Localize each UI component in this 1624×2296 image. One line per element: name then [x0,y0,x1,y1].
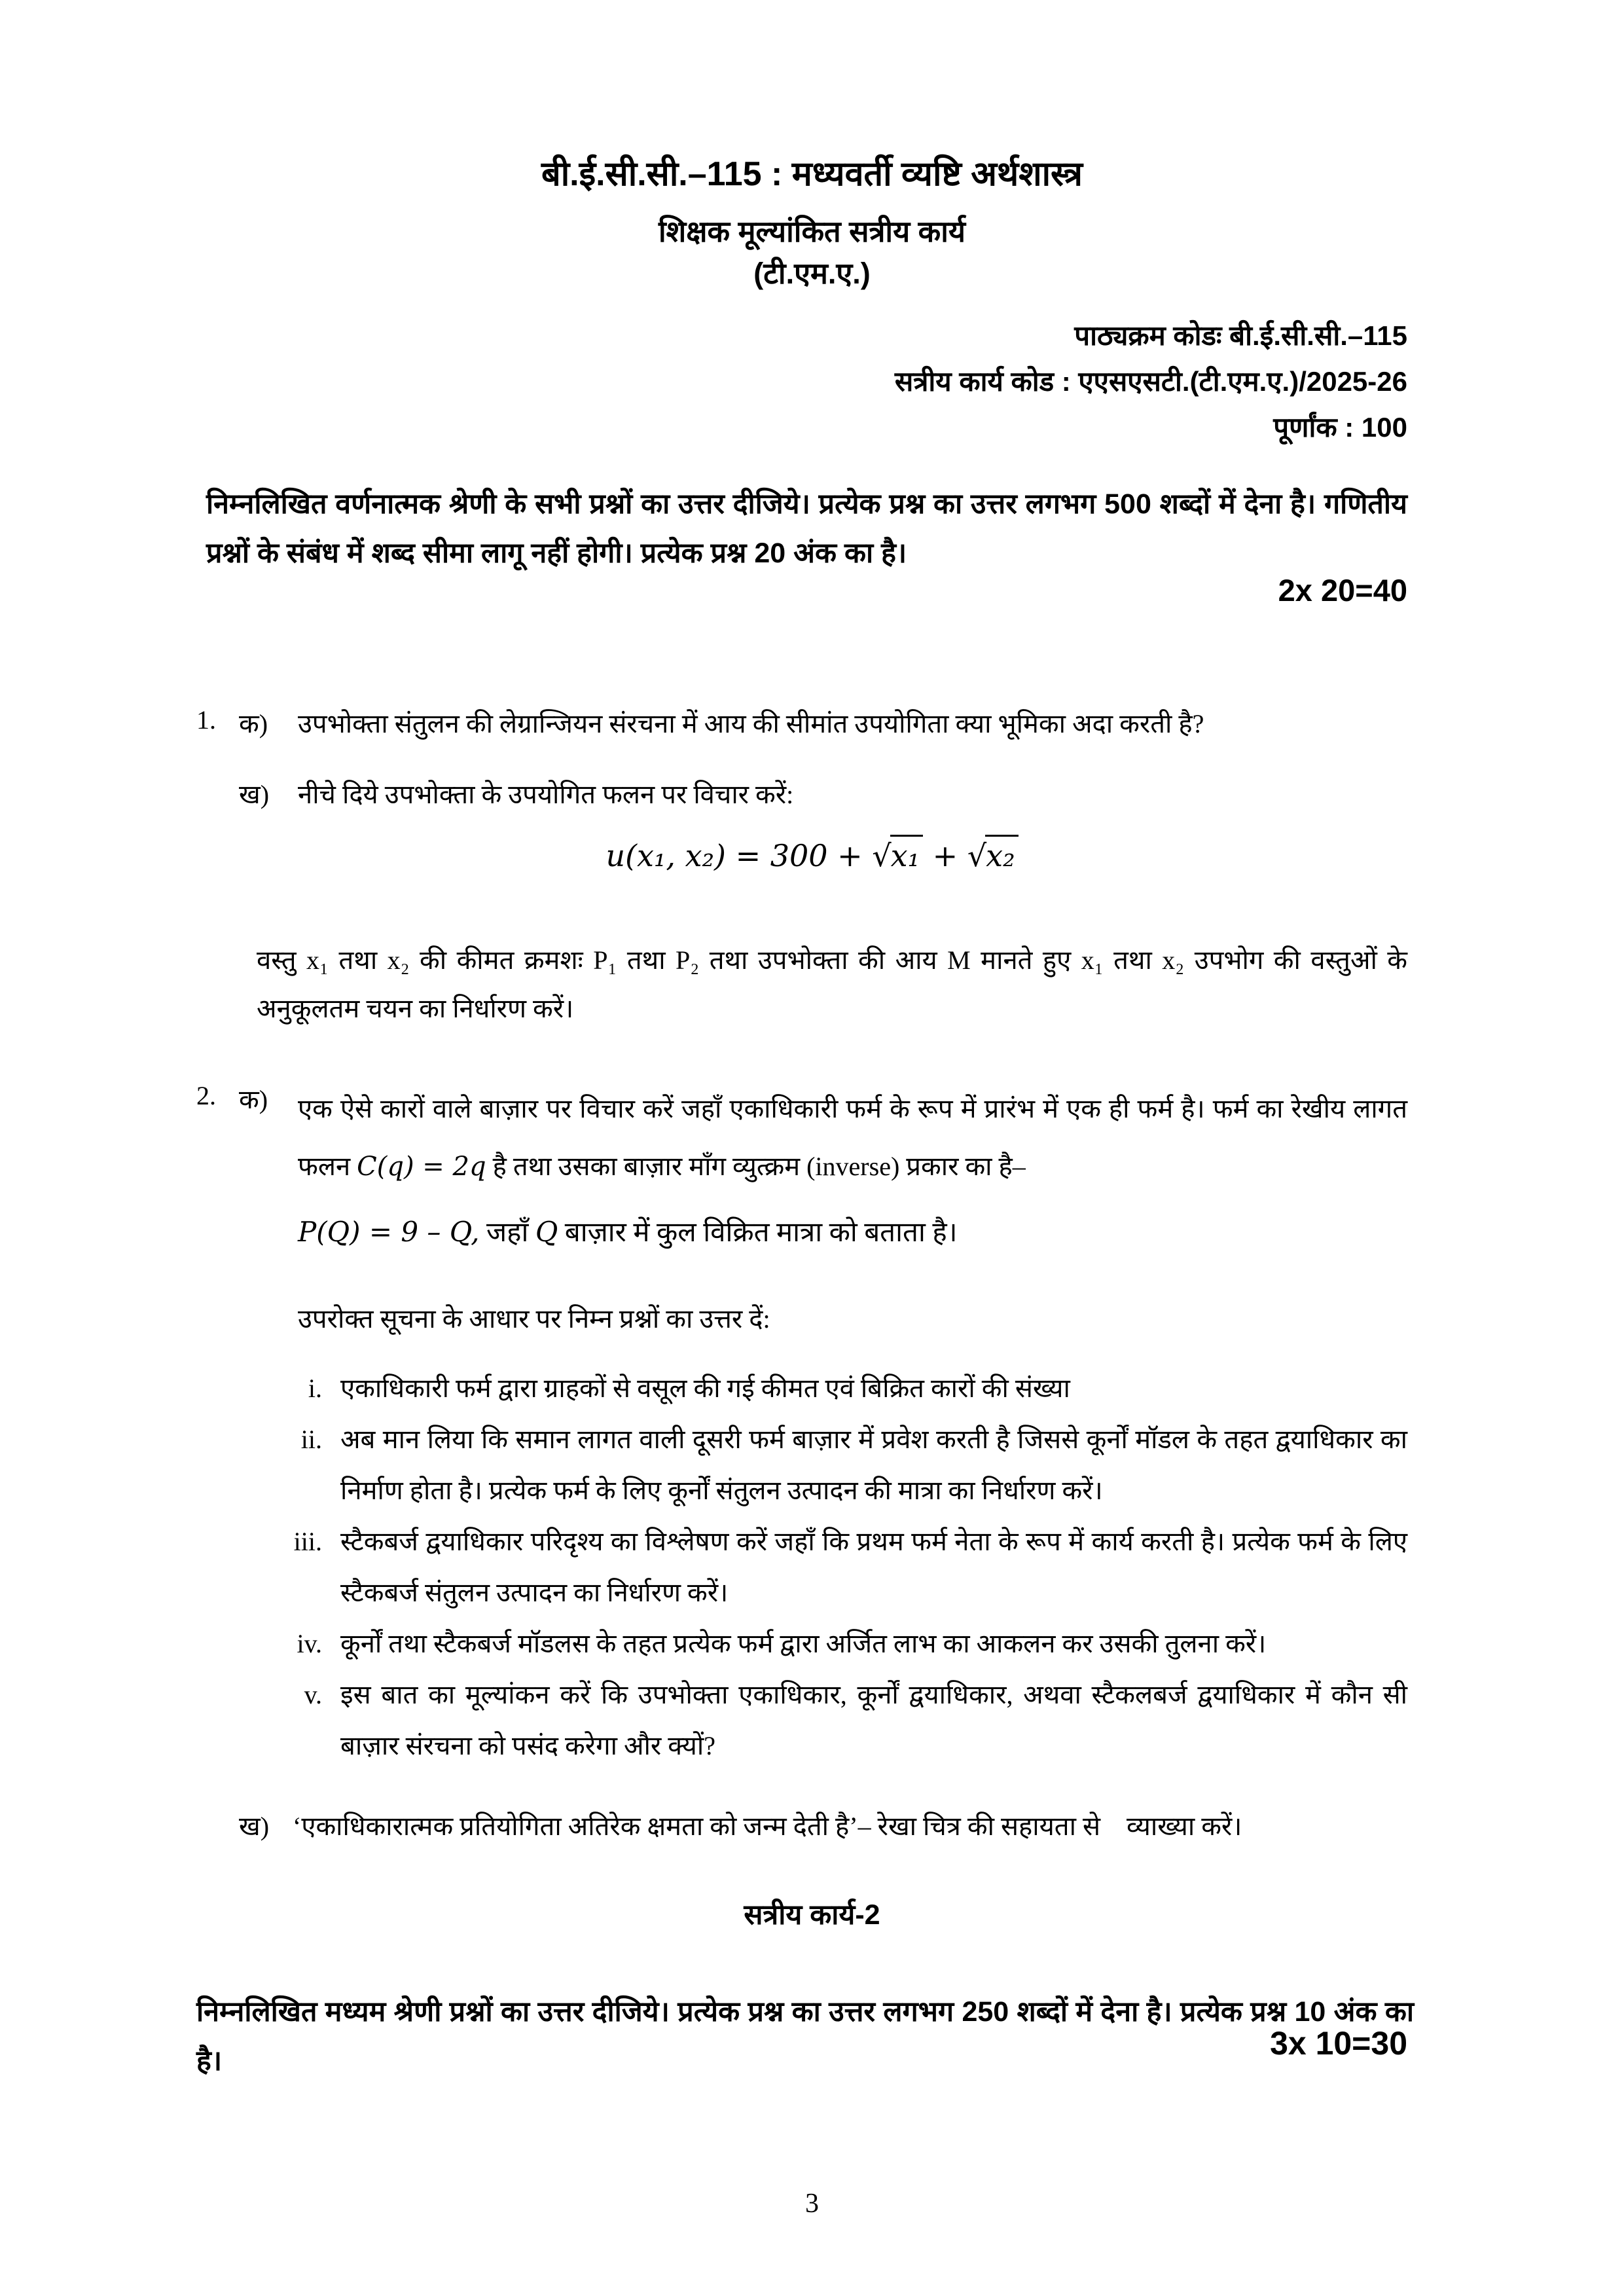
demand-text-1: जहाँ [479,1218,535,1248]
utility-equation [0,838,1624,873]
page-subtitle: शिक्षक मूल्यांकित सत्रीय कार्य [658,215,965,248]
section2-instructions: निम्नलिखित मध्यम श्रेणी प्रश्नों का उत्तर दीजिये। प्रत्येक प्रश्न का उत्तर लगभग 250 शब्दों में देना है। प्रत्येक प्रश्न 10 अंक का है। [196,1996,1414,2077]
q1-part-a-text: उपभोक्ता संतुलन की लेग्रान्जियन संरचना में आय की सीमांत उपयोगिता क्या भूमिका अदा करती है? [298,709,1204,738]
list-item-text: स्टैकबर्ज द्वयाधिकार परिदृश्य का विश्लेषण करें जहाँ कि प्रथम फर्म नेता के रूप में कार्य करती है। प्रत्येक फर्म के लिए स्टैकबर्ज संतुलन उत्पादन का निर्धारण करें। [340,1527,1407,1607]
list-item-marker: v. [304,1680,322,1709]
page-title: बी.ई.सी.सी.–115 : मध्यवर्ती व्यष्टि अर्थशास्त्र [541,155,1083,193]
section2-heading: सत्रीय कार्य-2 [744,1899,880,1931]
list-item-marker: i. [308,1374,322,1403]
quantity-symbol: Q [535,1216,558,1248]
question-2a [196,1080,1407,1195]
q1-part-b-followup: वस्तु x₁ तथा x₂ की कीमत क्रमशः P₁ तथा P₂ तथा उपभोक्ता की आय M मानते हुए x₁ तथा x₂ उपभोग की वस्तुओं के अनुकूलतम चयन का निर्धारण करें। [257,945,1407,1023]
list-item-text: एकाधिकारी फर्म द्वारा ग्राहकों से वसूल की गई कीमत एवं बिक्रित कारों की संख्या [340,1374,1070,1403]
list-item [275,1618,1407,1669]
q2-subquestion-list [275,1363,1407,1772]
page-number: 3 [805,2189,819,2219]
q2-part-a-label: क) [239,1085,268,1114]
q2-part-b-label: ख) [239,1812,270,1841]
question-1-number: 1. [196,705,216,735]
assignment-code: सत्रीय कार्य कोड : एएसएसटी.(टी.एम.ए.)/2025-26 [894,366,1407,397]
list-item [275,1414,1407,1516]
question-1b [196,775,1407,811]
equation-radicand-2: x₂ [985,835,1018,873]
q1-part-b-label: ख) [239,780,270,809]
equation-prefix: u(x₁, x₂) = 300 + √ [605,838,892,873]
q2-part-b-text: ‘एकाधिकारात्मक प्रतियोगिता अतिरेक क्षमता को जन्म देती है’– रेखा चित्र की सहायता से व्याख्या करें। [293,1812,1242,1841]
q2a-text-1: एक ऐसे कारों वाले बाज़ार पर विचार करें जहाँ एकाधिकारी फर्म के रूप में प्रारंभ में एक ही फर्म है। फर्म का रेखीय लागत फलन [298,1094,1407,1181]
cost-function: C(q) = 2q [357,1152,486,1182]
q1-part-a-label: क) [239,709,268,738]
inverse-demand-equation: P(Q) = 9 – Q, [298,1216,480,1248]
q2a-text-2: है तथा उसका बाज़ार माँग व्युत्क्रम (inverse) प्रकार का है– [486,1152,1026,1181]
list-item-marker: ii. [300,1425,322,1454]
equation-radicand-1: x₁ [890,835,923,873]
inverse-demand-line [298,1212,958,1250]
question-1a [196,704,1407,740]
list-item-text: इस बात का मूल्यांकन करें कि उपभोक्ता एकाधिकार, कूर्नों द्वयाधिकार, अथवा स्टैकलबर्ज द्वयाधिकार में कौन सी बाज़ार संरचना को पसंद करेगा और क्यों? [340,1680,1407,1760]
section1-marks: 2x 20=40 [1278,573,1407,608]
equation-plus: + √ [923,838,987,873]
list-item-marker: iii. [293,1527,322,1556]
list-item-text: कूर्नों तथा स्टैकबर्ज मॉडलस के तहत प्रत्येक फर्म द्वारा अर्जित लाभ का आकलन कर उसकी तुलना करें। [340,1629,1267,1658]
q1-part-b-text: नीचे दिये उपभोक्ता के उपयोगित फलन पर विचार करें: [298,780,794,809]
course-code: पाठ्यक्रम कोडः बी.ई.सी.सी.–115 [1074,320,1407,351]
tma-label: (टी.एम.ए.) [753,257,871,290]
list-item [275,1669,1407,1772]
section1-instructions: निम्नलिखित वर्णनात्मक श्रेणी के सभी प्रश्नों का उत्तर दीजिये। प्रत्येक प्रश्न का उत्तर लगभग 500 शब्दों में देना है। गणितीय प्रश्नों के संबंध में शब्द सीमा लागू नहीं होगी। प्रत्येक प्रश्न 20 अंक का है। [206,488,1407,569]
list-item [275,1516,1407,1618]
section2-marks: 3x 10=30 [1270,2025,1407,2062]
list-item-marker: iv. [297,1629,322,1658]
demand-text-2: बाज़ार में कुल विक्रित मात्रा को बताता है। [558,1218,958,1248]
max-marks: पूर्णांक : 100 [1273,412,1407,443]
q2-list-intro: उपरोक्त सूचना के आधार पर निम्न प्रश्नों का उत्तर दें: [298,1304,770,1334]
list-item [275,1363,1407,1414]
meta-block [895,313,1407,450]
list-item-text: अब मान लिया कि समान लागत वाली दूसरी फर्म बाज़ार में प्रवेश करती है जिससे कूर्नों मॉडल के तहत द्वयाधिकार का निर्माण होता है। प्रत्येक फर्म के लिए कूर्नों संतुलन उत्पादन की मात्रा का निर्धारण करें। [340,1425,1407,1505]
question-2-number: 2. [196,1081,216,1110]
question-2b [239,1807,1411,1843]
q2-part-a-text [298,1080,1407,1195]
